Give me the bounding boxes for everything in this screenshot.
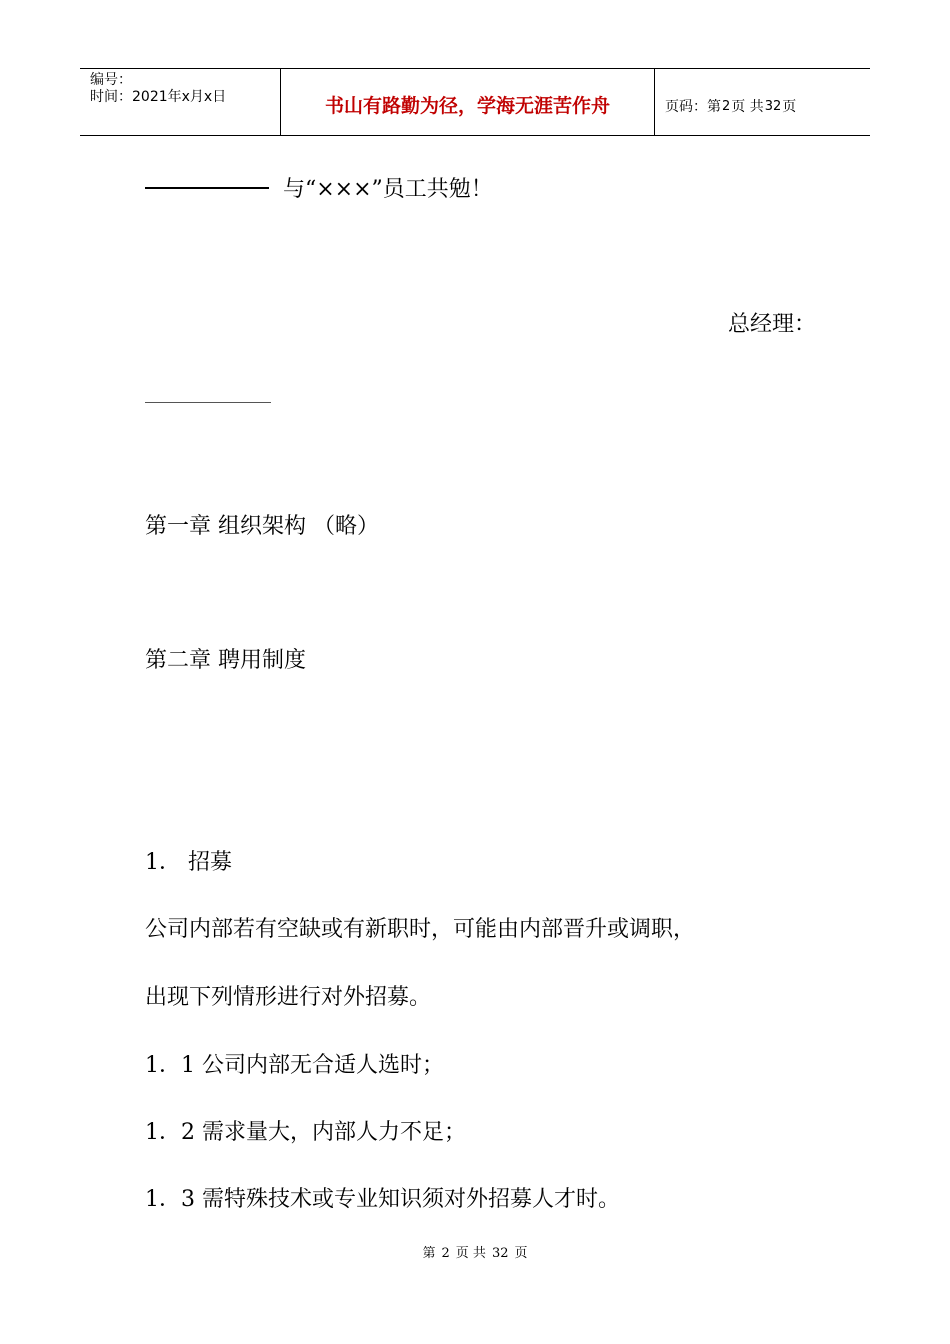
signature-label: 总经理： — [728, 312, 817, 337]
header-page-total: 32 — [764, 98, 782, 114]
header-meta — [80, 69, 281, 135]
signature-line — [145, 402, 271, 403]
list-item-1-1: 1．1 公司内部无合适人选时； — [145, 1053, 444, 1078]
footer-suffix: 页 — [514, 1246, 528, 1261]
chapter-2-title: 第二章 聘用制度 — [145, 648, 306, 673]
paragraph-1: 公司内部若有空缺或有新职时，可能由内部晋升或调职， — [145, 917, 696, 942]
header-page-mid: 页 共 — [731, 99, 764, 115]
header-page-current: 2 — [722, 98, 731, 114]
paragraph-2: 出现下列情形进行对外招募。 — [145, 985, 432, 1010]
dedication-dash — [145, 187, 269, 189]
footer-prefix: 第 — [422, 1246, 436, 1261]
header-page-info — [655, 69, 870, 139]
chapter-1-title: 第一章 组织架构 （略） — [145, 514, 379, 539]
footer-current: 2 — [441, 1246, 450, 1261]
footer-total: 32 — [491, 1246, 509, 1261]
dedication-text: 与“×××”员工共勉！ — [283, 177, 493, 202]
document-time-label: 时间：2021年x月x日 — [90, 89, 227, 105]
header-page-suffix: 页 — [782, 99, 797, 115]
page-footer — [0, 1245, 950, 1263]
section-1-title: 1． 招募 — [145, 850, 232, 875]
list-item-1-2: 1．2 需求量大，内部人力不足； — [145, 1120, 466, 1145]
footer-mid: 页 共 — [455, 1246, 486, 1261]
header-motto: 书山有路勤为径，学海无涯苦作舟 — [281, 69, 655, 135]
dedication-line — [145, 176, 493, 204]
header-page-prefix: 页码：第 — [665, 99, 721, 115]
list-item-1-3: 1．3 需特殊技术或专业知识须对外招募人才时。 — [145, 1187, 620, 1212]
page-header — [80, 68, 870, 136]
document-number-label: 编号： — [90, 72, 132, 88]
